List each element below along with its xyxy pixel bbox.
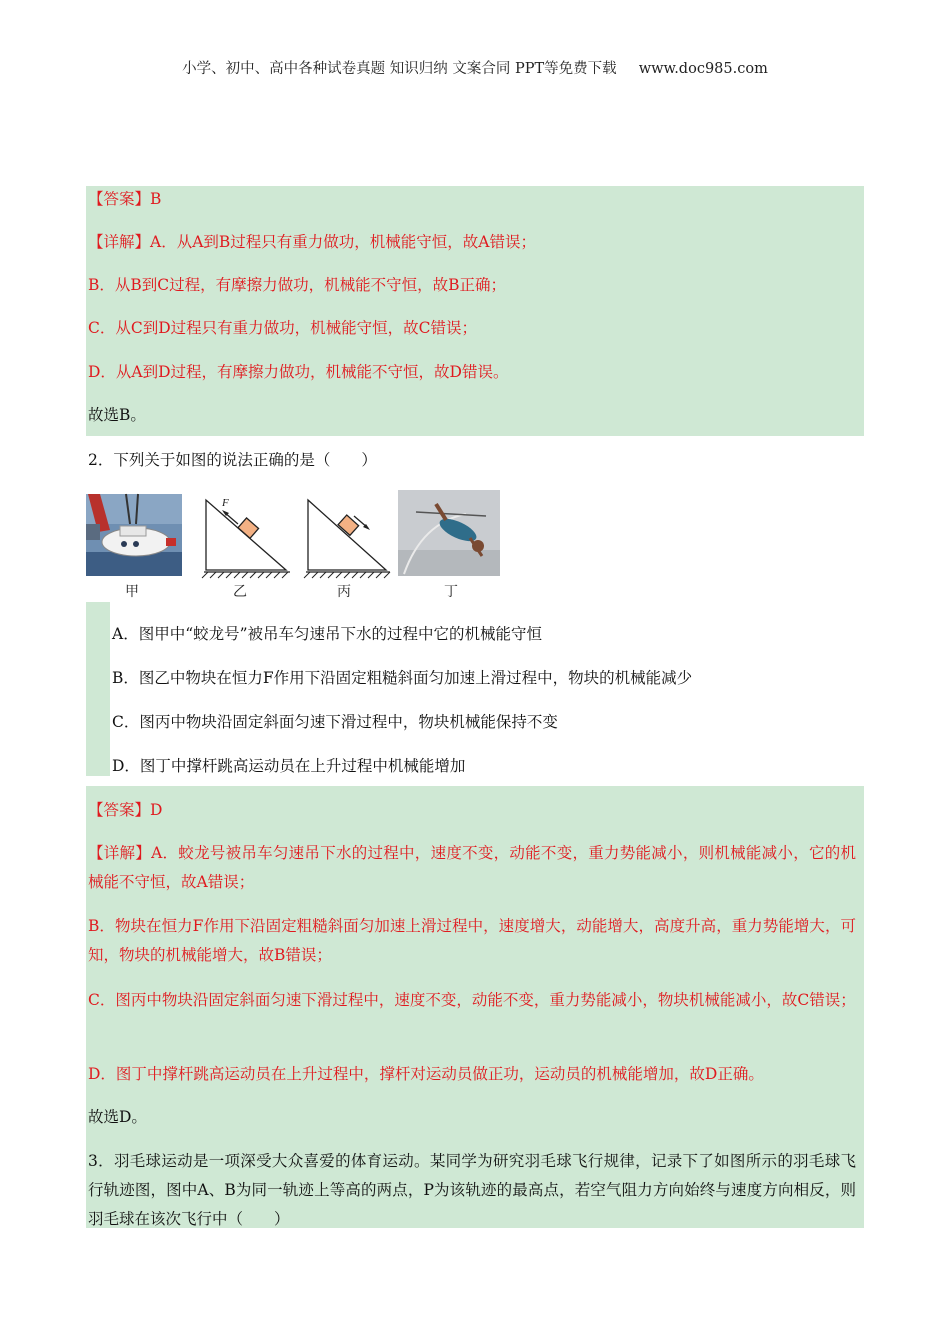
q2-option-b: B．图乙中物块在恒力F作用下沿固定粗糙斜面匀加速上滑过程中，物块的机械能减少 bbox=[112, 669, 693, 687]
q2-figure bbox=[86, 490, 500, 602]
incline-diagram-yi bbox=[202, 500, 290, 578]
q2-detail-a bbox=[88, 839, 856, 897]
q2-detail-c: C．图丙中物块沿固定斜面匀速下滑过程中，速度不变，动能不变，重力势能减小，物块机械能减小，故C错误； bbox=[88, 991, 856, 1009]
answer-highlight-1 bbox=[86, 186, 864, 436]
q2-option-d: D．图丁中撑杆跳高运动员在上升过程中机械能增加 bbox=[112, 757, 466, 775]
q2-detail-a-text: A．蛟龙号被吊车匀速吊下水的过程中，速度不变，动能不变，重力势能减小，则机械能减小，它的机械能不守恒，故A错误； bbox=[88, 844, 856, 891]
header-url[interactable]: www.doc985.com bbox=[638, 61, 768, 77]
force-label-f: F bbox=[222, 497, 229, 509]
q1-detail-b: B．从B到C过程，有摩擦力做功，机械能不守恒，故B正确； bbox=[88, 276, 507, 294]
q2-stem: 2．下列关于如图的说法正确的是（ ） bbox=[88, 451, 377, 469]
page-header bbox=[0, 57, 950, 78]
figure-label-bing: 丙 bbox=[337, 584, 351, 600]
q2-answer: 【答案】D bbox=[88, 801, 163, 819]
figure-label-jia: 甲 bbox=[125, 584, 139, 600]
q2-detail-d: D．图丁中撑杆跳高运动员在上升过程中，撑杆对运动员做正功，运动员的机械能增加，故D正确。 bbox=[88, 1065, 764, 1083]
q2-detail-b: B．物块在恒力F作用下沿固定粗糙斜面匀加速上滑过程中，速度增大，动能增大，高度升高，重力势能增大，可知，物块的机械能增大，故B错误； bbox=[88, 917, 856, 964]
photo-pole-vault bbox=[398, 490, 500, 576]
q2-option-c: C．图丙中物块沿固定斜面匀速下滑过程中，物块机械能保持不变 bbox=[112, 713, 558, 731]
q2-conclusion: 故选D。 bbox=[88, 1108, 147, 1126]
figure-label-ding: 丁 bbox=[444, 584, 458, 600]
q2-option-a: A．图甲中“蛟龙号”被吊车匀速吊下水的过程中它的机械能守恒 bbox=[112, 625, 543, 643]
q1-answer: 【答案】B bbox=[88, 190, 162, 208]
q1-conclusion: 故选B。 bbox=[88, 406, 146, 424]
figure-label-yi: 乙 bbox=[233, 584, 247, 600]
q2-detail-tag: 【详解】 bbox=[88, 844, 152, 862]
header-text: 小学、初中、高中各种试卷真题 知识归纳 文案合同 PPT等免费下载 bbox=[182, 61, 617, 77]
q1-detail-tag: 【详解】 bbox=[88, 233, 151, 251]
photo-submersible bbox=[86, 494, 182, 576]
q1-detail-c: C．从C到D过程只有重力做功，机械能守恒，故C错误； bbox=[88, 319, 478, 337]
q3-stem: 3．羽毛球运动是一项深受大众喜爱的体育运动。某同学为研究羽毛球飞行规律，记录下了如图所示的羽毛球飞行轨迹图，图中A、B为同一轨迹上等高的两点，P为该轨迹的最高点，若空气阻力方向始终与速度方向相反，则羽毛球在该次飞行中（ ） bbox=[88, 1152, 856, 1228]
q1-detail-a-text: A．从A到B过程只有重力做功，机械能守恒，故A错误； bbox=[150, 233, 536, 251]
incline-diagram-bing bbox=[304, 500, 390, 578]
q1-detail-a bbox=[88, 228, 856, 257]
q1-detail-d: D．从A到D过程，有摩擦力做功，机械能不守恒，故D错误。 bbox=[88, 363, 509, 381]
